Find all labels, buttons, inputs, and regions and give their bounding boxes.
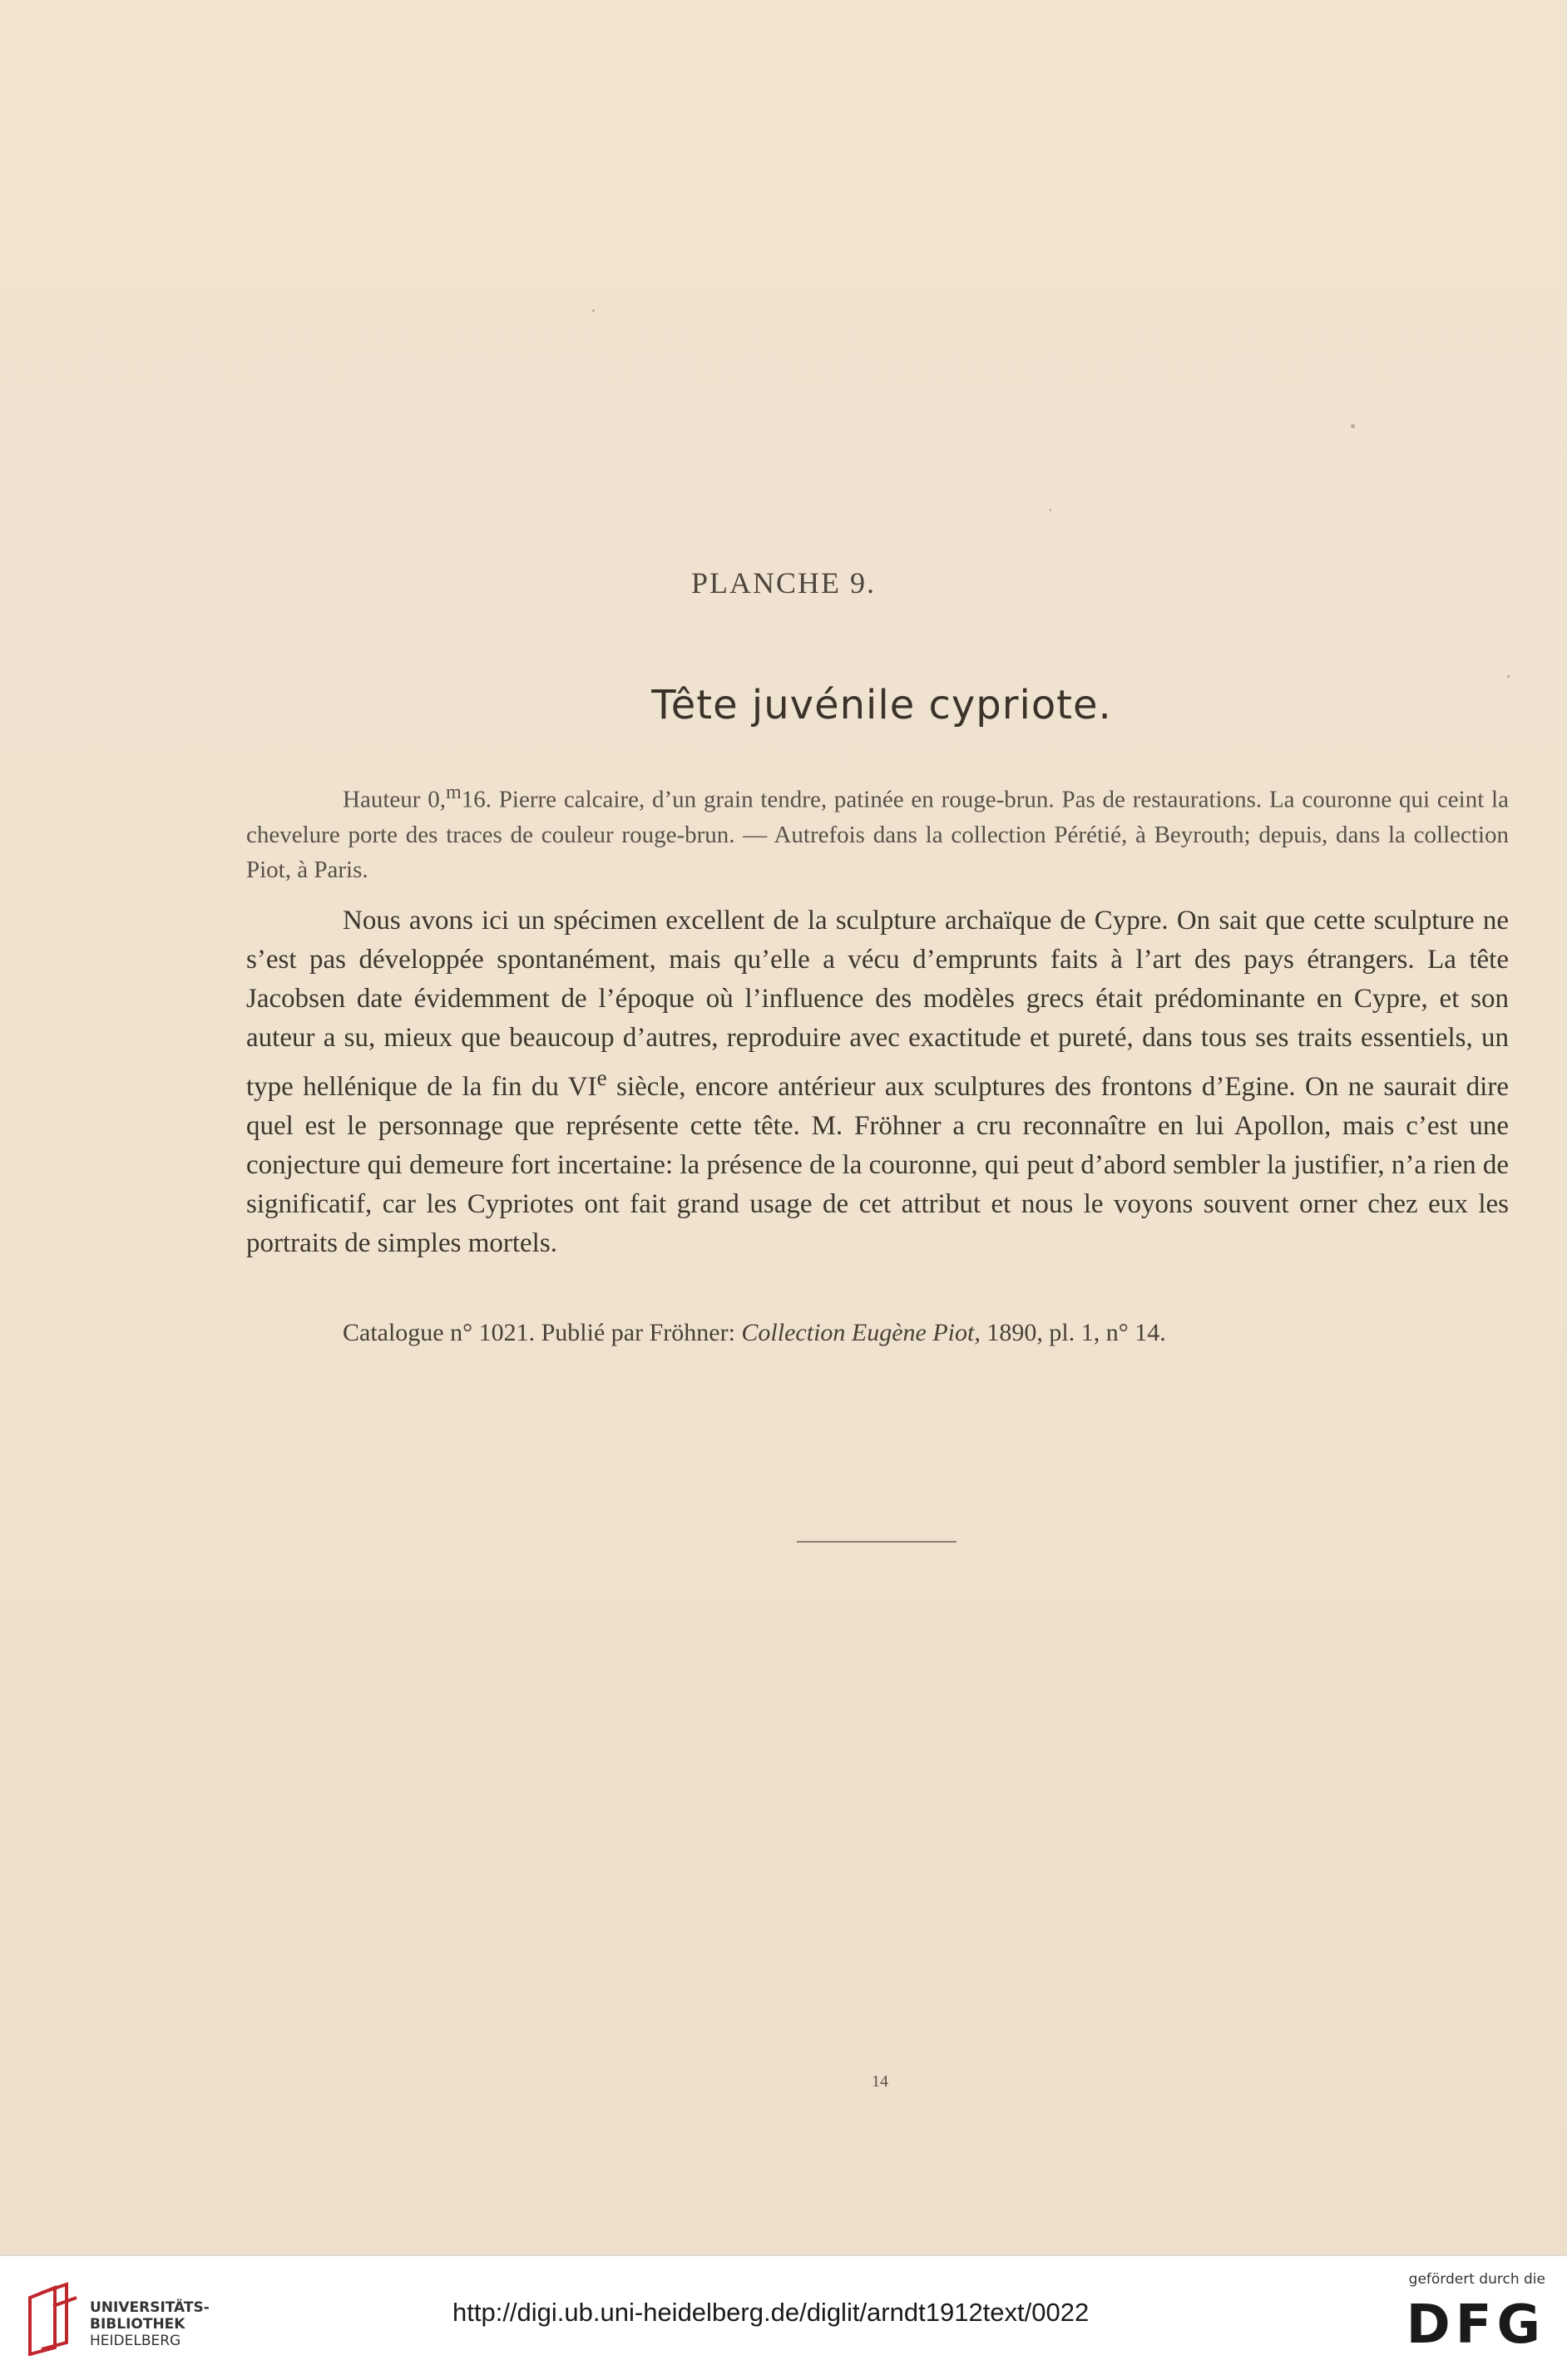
body-paragraph-text: Nous avons ici un spécimen excellent de la sculpture archaïque de Cypre. On sait que cette sculpture ne s’est pas développée spontanément, mais qu’elle a vécu d’emprunts faits à l’art des pays étrangers. La tête Jacobsen date évidemment de l’époque où l’influence des modèles grecs était prédominante en Cypre, et son auteur a su, mieux que beaucoup d’autres, reproduire avec exactitude et pureté, dans tous ses traits essentiels, un type hellénique de la fin du VI: [246, 906, 1509, 1102]
library-name-line: BIBLIOTHEK: [90, 2316, 185, 2333]
object-description-text: Hauteur 0,: [343, 786, 446, 813]
library-name-line: UNIVERSITÄTS-: [90, 2299, 210, 2316]
body-paragraph: [246, 901, 1509, 1263]
funding-caption: gefördert durch die: [1408, 2271, 1545, 2288]
object-description-text-cont: 16. Pierre calcaire, d’un grain tendre, patinée en rouge-brun. Pas de restaurations. La couronne qui ceint la chevelure porte des traces de couleur rouge-brun. — Autrefois dans la collection Pérétié, à Beyrouth; depuis, dans la collection Piot, à Paris.: [246, 786, 1509, 883]
body-paragraph-text-cont: siècle, encore antérieur aux sculptures des frontons d’Egine. On ne saurait dire quel est le personnage que représente cette tête. M. Fröhner a cru reconnaître en lui Apollon, mais c’est une conjecture qui demeure fort incertaine: la présence de la couronne, qui peut d’abord sembler la justifier, n’a rien de significatif, car les Cypriotes ont fait grand usage de cet attribut et nous le voyons souvent orner chez eux les portraits de simples mortels.: [246, 1072, 1509, 1258]
library-name[interactable]: [90, 2299, 210, 2349]
object-description: [246, 775, 1509, 887]
permalink-url[interactable]: http://digi.ub.uni-heidelberg.de/diglit/arndt1912text/0022: [452, 2298, 1090, 2327]
catalogue-reference: [343, 1319, 1507, 1347]
catalogue-text: Catalogue n° 1021. Publié par Fröhner:: [343, 1319, 742, 1346]
unit-superscript: m: [445, 781, 462, 803]
catalogue-publication-title: Collection Eugène Piot,: [741, 1319, 981, 1346]
digitization-footer: [0, 2255, 1567, 2380]
paper-speck: [592, 309, 595, 312]
page-title: Tête juvénile cypriote.: [651, 682, 1112, 728]
section-divider: [797, 1541, 957, 1543]
library-name-line: HEIDELBERG: [90, 2333, 181, 2349]
plate-number: PLANCHE 9.: [690, 566, 876, 600]
century-superscript: e: [596, 1064, 607, 1090]
page-number: 14: [872, 2072, 888, 2091]
paper-speck: [1507, 675, 1510, 678]
library-logo-icon[interactable]: [22, 2281, 80, 2356]
paper-speck: [1050, 509, 1051, 511]
paper-speck: [1351, 424, 1355, 428]
catalogue-text-end: 1890, pl. 1, n° 14.: [980, 1319, 1166, 1346]
dfg-logo[interactable]: DFG: [1406, 2294, 1545, 2356]
